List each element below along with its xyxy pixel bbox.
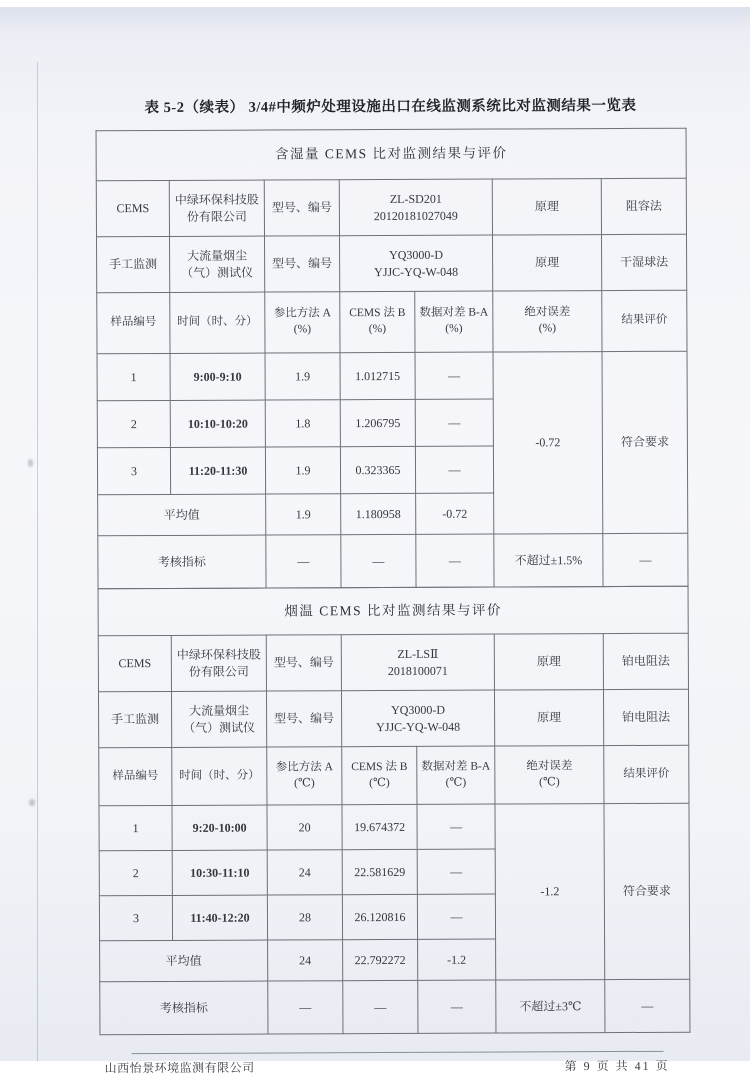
- model-line1: ZL-SD201: [389, 192, 442, 207]
- model-line2: 2018100071: [387, 663, 448, 678]
- table-row: [96, 234, 686, 293]
- col-header-time: 时间（时、分）: [172, 747, 267, 805]
- cell-model-value: [341, 634, 494, 691]
- cell-model-value: [339, 179, 492, 236]
- cell-dash: —: [418, 980, 496, 1033]
- cell-time: 11:20-11:30: [170, 447, 265, 494]
- cell-diff: —: [415, 446, 493, 493]
- cell-limit: 不超过±1.5%: [494, 534, 603, 587]
- cell-diff: —: [417, 894, 495, 939]
- cell-time: 9:00-9:10: [170, 353, 265, 400]
- cell-equip-vendor: 大流量烟尘（气）测试仪: [171, 691, 266, 747]
- cell-ref-a: 24: [268, 940, 343, 981]
- footer-page-number: 第 9 页 共 41 页: [564, 1058, 670, 1074]
- cell-model-label: 型号、编号: [266, 635, 341, 691]
- cell-sample-no: 3: [99, 895, 172, 940]
- page-content: [95, 6, 690, 1076]
- scan-smudge: [29, 799, 35, 806]
- cell-cems-b: 1.180958: [341, 493, 416, 534]
- section-title: 烟温 CEMS 比对监测结果与评价: [98, 586, 688, 636]
- cell-ref-a: 1.9: [265, 353, 340, 400]
- cell-model-label: 型号、编号: [264, 236, 339, 292]
- cell-model-label: 型号、编号: [264, 180, 339, 236]
- cell-principle-label: 原理: [494, 690, 603, 746]
- col-header-sample-no: 样品编号: [99, 747, 172, 805]
- col-header-abs-error: 绝对误差 (%): [493, 291, 602, 352]
- cell-principle-label: 原理: [494, 634, 603, 690]
- model-line1: ZL-LSⅡ: [397, 647, 439, 662]
- cell-equip-type: CEMS: [96, 180, 169, 236]
- cell-model-label: 型号、编号: [266, 691, 341, 747]
- model-line1: YQ3000-D: [389, 248, 444, 263]
- cell-dash: —: [343, 980, 418, 1033]
- cell-dash: —: [341, 534, 416, 587]
- cell-model-value: [339, 235, 492, 292]
- cell-dash: —: [416, 534, 494, 587]
- moisture-cems-table: [96, 128, 689, 590]
- cell-sample-no: 3: [97, 447, 170, 494]
- cell-principle-label: 原理: [492, 235, 601, 291]
- section-title: 含湿量 CEMS 比对监测结果与评价: [96, 128, 686, 181]
- cell-diff: -1.2: [418, 939, 496, 980]
- model-line2: YJJC-YQ-W-048: [374, 264, 459, 279]
- cell-assessment-label: 考核指标: [100, 981, 268, 1035]
- cell-ref-a: 20: [267, 805, 342, 850]
- cell-dash: —: [605, 979, 690, 1032]
- paper-edge-line: [37, 62, 38, 1061]
- col-header-sample-no: 样品编号: [97, 292, 170, 353]
- table-header-row: [97, 290, 687, 354]
- model-line2: 20120181027049: [373, 208, 458, 223]
- page-title: 表 5-2（续表） 3/4#中频炉处理设施出口在线监测系统比对监测结果一览表: [144, 97, 637, 117]
- col-header-cems-b: CEMS 法 B (%): [340, 291, 415, 352]
- model-line1: YQ3000-D: [391, 703, 446, 718]
- cell-equip-type: 手工监测: [96, 236, 169, 292]
- cell-diff: —: [417, 804, 495, 849]
- assessment-row: [98, 533, 688, 589]
- cell-dash: —: [268, 981, 343, 1034]
- col-header-cems-b: CEMS 法 B (℃): [342, 746, 417, 804]
- cell-equip-vendor: 中绿环保科技股份有限公司: [171, 635, 266, 691]
- model-line2: YJJC-YQ-W-048: [376, 719, 461, 734]
- cell-ref-a: 1.8: [265, 400, 340, 447]
- table-row: [98, 689, 688, 748]
- table-row: [97, 351, 687, 401]
- col-header-ref-method: 参比方法 A (℃): [267, 747, 342, 805]
- cell-principle-label: 原理: [492, 179, 601, 235]
- cell-sample-no: 1: [99, 805, 172, 850]
- cell-cems-b: 1.012715: [340, 352, 415, 399]
- cell-equip-vendor: 大流量烟尘（气）测试仪: [169, 236, 264, 292]
- cell-principle-value: 铂电阻法: [603, 689, 688, 745]
- cell-diff: —: [415, 399, 493, 446]
- cell-limit: 不超过±3℃: [496, 980, 605, 1033]
- cell-abs-error: -0.72: [493, 352, 603, 534]
- cell-principle-value: 铂电阻法: [603, 633, 688, 689]
- page-footer: [100, 1051, 690, 1076]
- cell-principle-value: 干湿球法: [601, 234, 686, 290]
- cell-principle-value: 阻容法: [601, 178, 686, 234]
- cell-cems-b: 1.206795: [340, 399, 415, 446]
- cell-time: 10:30-11:10: [172, 850, 267, 895]
- table-row: [98, 633, 688, 692]
- cell-cems-b: 22.581629: [342, 849, 417, 894]
- cell-cems-b: 22.792272: [343, 939, 418, 980]
- cell-sample-no: 2: [99, 850, 172, 895]
- cell-ref-a: 1.9: [266, 494, 341, 535]
- cell-average-label: 平均值: [100, 940, 268, 982]
- cell-equip-vendor: 中绿环保科技股份有限公司: [169, 180, 264, 236]
- cell-abs-error: -1.2: [495, 804, 605, 980]
- cell-diff: —: [415, 352, 493, 399]
- cell-ref-a: 1.9: [265, 447, 340, 494]
- cell-model-value: [341, 690, 494, 747]
- temperature-cems-table: [98, 586, 691, 1036]
- col-header-evaluation: 结果评价: [604, 745, 689, 803]
- table-row: [99, 803, 689, 851]
- cell-time: 10:10-10:20: [170, 400, 265, 447]
- cell-evaluation: 符合要求: [604, 803, 690, 979]
- cell-cems-b: 26.120816: [342, 894, 417, 939]
- col-header-time: 时间（时、分）: [170, 292, 265, 353]
- cell-sample-no: 2: [97, 400, 170, 447]
- table-header-row: [99, 745, 689, 806]
- col-header-ref-method: 参比方法 A (%): [265, 292, 340, 353]
- cell-diff: -0.72: [416, 493, 494, 534]
- cell-average-label: 平均值: [98, 494, 266, 536]
- cell-ref-a: 24: [267, 850, 342, 895]
- assessment-row: [100, 979, 690, 1035]
- col-header-diff: 数据对差 B-A (%): [415, 291, 493, 352]
- col-header-diff: 数据对差 B-A (℃): [417, 746, 495, 804]
- table-row: [98, 586, 688, 636]
- footer-company: 山西怡景环境监测有限公司: [104, 1060, 255, 1076]
- cell-time: 11:40-12:20: [172, 895, 267, 940]
- table-row: [96, 128, 686, 181]
- cell-dash: —: [266, 535, 341, 588]
- cell-ref-a: 28: [267, 895, 342, 940]
- cell-dash: —: [603, 533, 688, 586]
- cell-sample-no: 1: [97, 353, 170, 400]
- cell-time: 9:20-10:00: [172, 805, 267, 850]
- footer-rule: [132, 1051, 664, 1054]
- cell-assessment-label: 考核指标: [98, 535, 266, 589]
- cell-cems-b: 19.674372: [342, 804, 417, 849]
- scan-smudge: [28, 459, 33, 467]
- scanned-page-background: [0, 7, 750, 1076]
- cell-cems-b: 0.323365: [340, 446, 415, 493]
- cell-diff: —: [417, 849, 495, 894]
- col-header-abs-error: 绝对误差 (℃): [495, 746, 604, 804]
- table-row: [96, 178, 686, 237]
- col-header-evaluation: 结果评价: [602, 290, 687, 351]
- cell-equip-type: CEMS: [98, 635, 171, 691]
- cell-evaluation: 符合要求: [602, 351, 688, 533]
- cell-equip-type: 手工监测: [98, 691, 171, 747]
